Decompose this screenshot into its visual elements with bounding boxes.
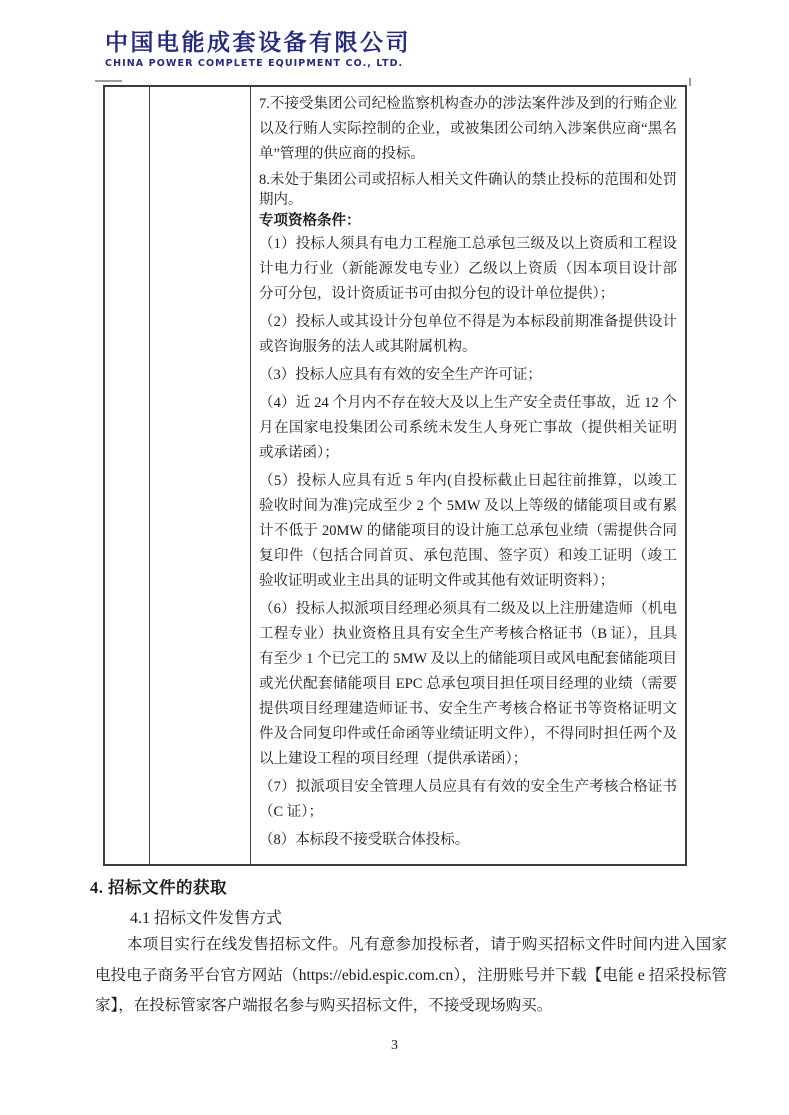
requirement-paragraph: 7.不接受集团公司纪检监察机构查办的涉法案件涉及到的行贿企业以及行贿人实际控制的企业，或被集团公司纳入涉案供应商“黑名单”管理的供应商的投标。: [259, 96, 677, 162]
company-logo: [105, 30, 411, 69]
requirement-paragraph: （2）投标人或其设计分包单位不得是为本标段前期准备提供设计或咨询服务的法人或其附属机构。: [259, 314, 677, 355]
requirement-paragraph: （7）拟派项目安全管理人员应具有有效的安全生产考核合格证书（C 证）；: [259, 779, 677, 820]
section-heading: 4. 招标文件的获取: [90, 878, 227, 897]
requirement-paragraph: （8）本标段不接受联合体投标。: [259, 832, 470, 848]
header-rule-right: [689, 78, 691, 86]
special-qualification-heading: 专项资格条件：: [259, 213, 361, 229]
company-name-english: CHINA POWER COMPLETE EQUIPMENT CO., LTD.: [105, 58, 404, 69]
qualification-table: [103, 85, 687, 866]
requirement-paragraph: （3）投标人应具有有效的安全生产许可证；: [259, 367, 542, 383]
table-col-label: [150, 87, 251, 864]
requirement-paragraph: （6）投标人拟派项目经理必须具有二级及以上注册建造师（机电工程专业）执业资格且具有安全生产考核合格证书（B 证），且具有至少 1 个已完工的 5MW 及以上的储能项目或风电配套储能项目或光伏配套储能项目 EPC 总承包项目担任项目经理的业绩（需要提供项目经理建造师证书、安全生产考核合格证书等资格证明文件及合同复印件或任命函等业绩证明文件），不得同时担任两个及以上建设工程的项目经理（提供承诺函）；: [259, 601, 677, 767]
requirement-paragraph: （1）投标人须具有电力工程施工总承包三级及以上资质和工程设计电力行业（新能源发电专业）乙级以上资质（因本项目设计部分可分包，设计资质证书可由拟分包的设计单位提供）；: [259, 236, 677, 302]
table-col-content: [251, 87, 685, 864]
section-body-paragraph: 本项目实行在线发售招标文件。凡有意参加投标者，请于购买招标文件时间内进入国家电投电子商务平台官方网站（https://ebid.espic.com.cn），注册账号并下载【电能 e 招采投标管家】，在投标管家客户端报名参与购买招标文件，不接受现场购买。: [95, 936, 727, 1014]
page-number: 3: [391, 1038, 398, 1053]
requirement-paragraph: （4）近 24 个月内不存在较大及以上生产安全责任事故，近 12 个月在国家电投集团公司系统未发生人身死亡事故（提供相关证明或承诺函）；: [259, 395, 677, 461]
header-rule-left: [95, 80, 122, 82]
table-col-index: [105, 87, 150, 864]
section-subheading: 4.1 招标文件发售方式: [130, 910, 283, 927]
requirement-paragraph: （5）投标人应具有近 5 年内(自投标截止日起往前推算，以竣工验收时间为准)完成至少 2 个 5MW 及以上等级的储能项目或有累计不低于 20MW 的储能项目的设计施工总承包业绩（需提供合同复印件（包括合同首页、承包范围、签字页）和竣工证明（竣工验收证明或业主出具的证明文件或其他有效证明资料）；: [259, 473, 677, 589]
requirement-paragraph: 8.未处于集团公司或招标人相关文件确认的禁止投标的范围和处罚期内。: [259, 172, 677, 208]
company-name-chinese: 中国电能成套设备有限公司: [105, 30, 411, 56]
